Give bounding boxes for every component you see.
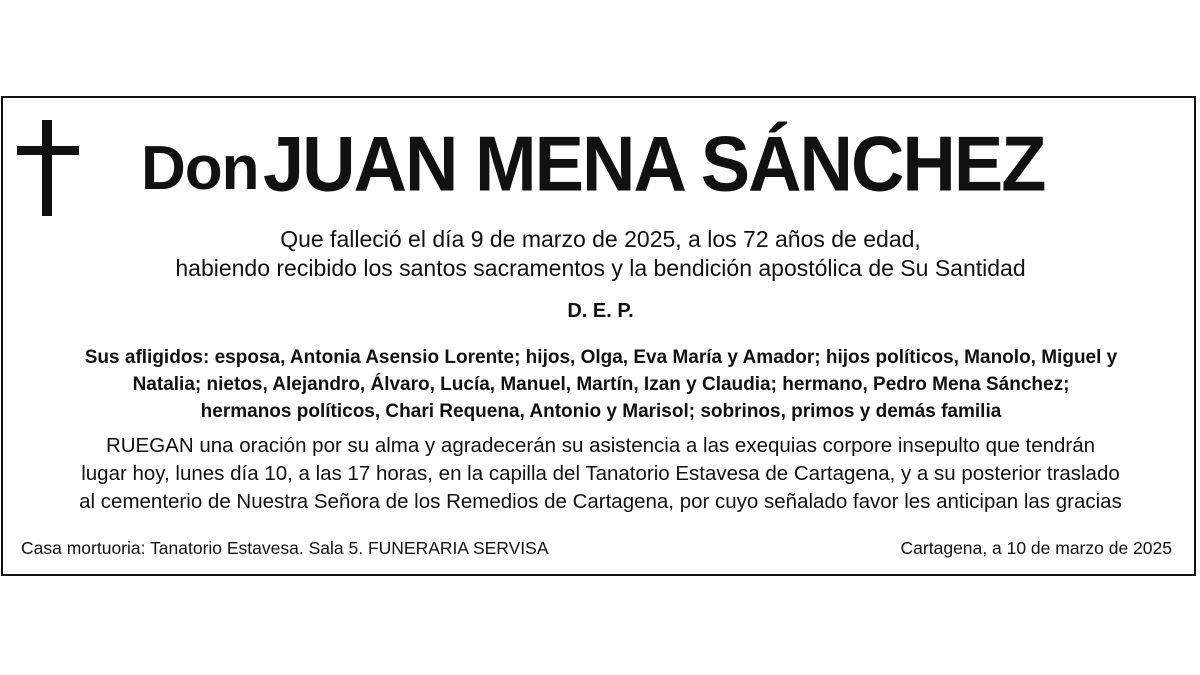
rest-in-peace: D. E. P. — [567, 300, 634, 322]
mourners-list — [21, 344, 1181, 425]
request-line-2: lugar hoy, lunes día 10, a las 17 horas, en la capilla del Tanatorio Estavesa de Cartagena, y a su posterior traslado — [81, 462, 1120, 485]
mourners-line-1: Sus afligidos: esposa, Antonia Asensio Lorente; hijos, Olga, Eva María y Amador; hijos políticos, Manolo, Miguel y — [84, 347, 1118, 368]
cross-icon — [17, 120, 79, 216]
deceased-name: JUAN MENA SÁNCHEZ — [262, 119, 1045, 208]
place-and-date: Cartagena, a 10 de marzo de 2025 — [900, 538, 1172, 558]
deceased-name-heading — [141, 119, 1121, 208]
funeral-home-info: Casa mortuoria: Tanatorio Estavesa. Sala 5. FUNERARIA SERVISA — [21, 538, 549, 558]
announcement-line-2: habiendo recibido los santos sacramentos y la bendición apostólica de Su Santidad — [175, 255, 1026, 281]
honorific: Don — [141, 134, 259, 203]
cross-vertical-bar — [42, 120, 52, 216]
request-line-3: al cementerio de Nuestra Señora de los Remedios de Cartagena, por cuyo señalado favor les anticipan las gracias — [79, 490, 1122, 513]
announcement-line-1: Que falleció el día 9 de marzo de 2025, a los 72 años de edad, — [280, 226, 921, 252]
request-line-1: RUEGAN una oración por su alma y agradecerán su asistencia a las exequias corpore insepulto que tendrán — [105, 434, 1096, 457]
obituary-notice — [1, 96, 1196, 576]
funeral-request — [13, 432, 1188, 516]
mourners-line-3: hermanos políticos, Chari Requena, Antonio y Marisol; sobrinos, primos y demás familia — [200, 401, 1002, 422]
cross-horizontal-bar — [17, 146, 79, 155]
mourners-line-2: Natalia; nietos, Alejandro, Álvaro, Lucía, Manuel, Martín, Izan y Claudia; hermano, Pedro Mena Sánchez; — [132, 374, 1070, 395]
death-announcement — [3, 225, 1198, 283]
